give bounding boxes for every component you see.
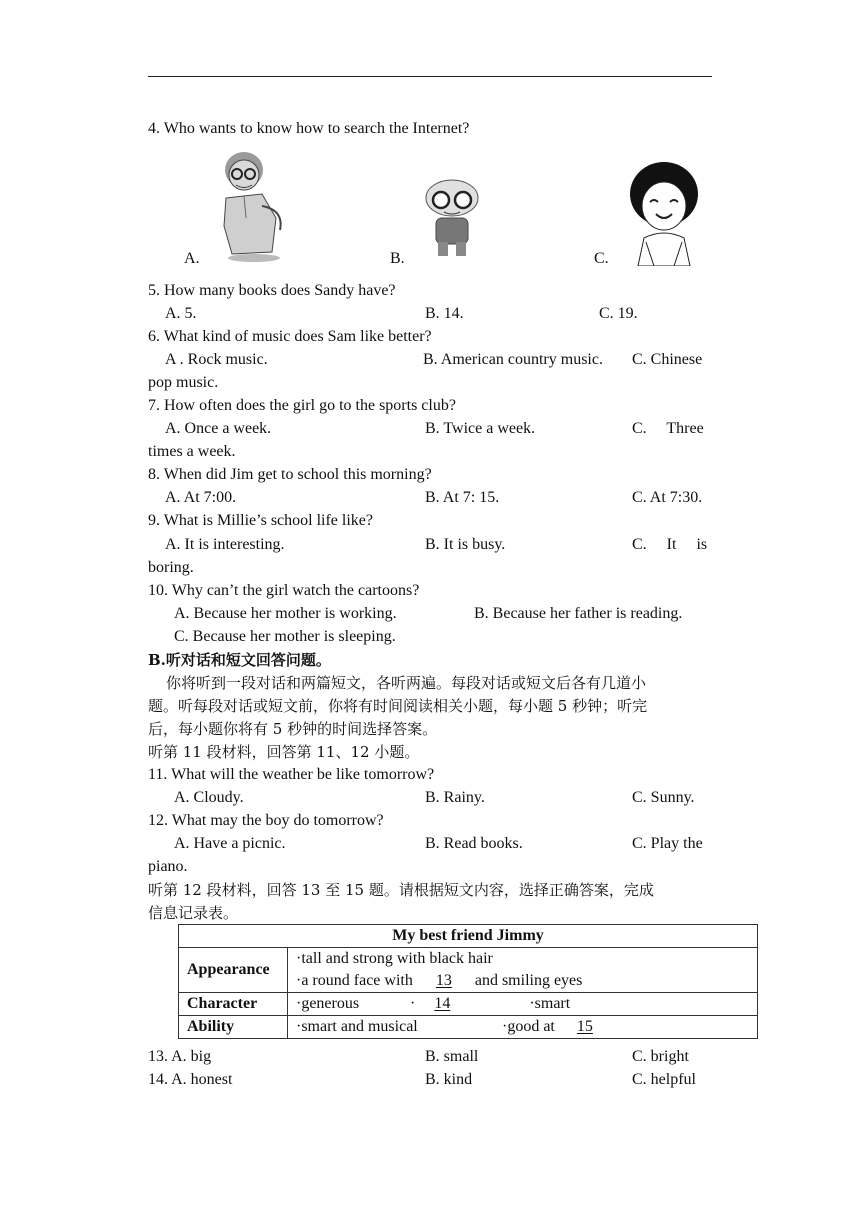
option-12c-wrap: piano. [148, 858, 188, 875]
question-10: 10. Why can’t the girl watch the cartoons? [148, 582, 420, 599]
table-row-character [179, 993, 758, 1016]
option-12a: A. Have a picnic. [174, 835, 286, 852]
table-row-ability [179, 1016, 758, 1039]
option-9b: B. It is busy. [425, 536, 506, 553]
ability-label: Ability [179, 1016, 288, 1039]
question-8: 8. When did Jim get to school this morning? [148, 466, 432, 483]
option-4a: A. [184, 250, 200, 267]
option-11b: B. Rainy. [425, 789, 485, 806]
option-7c-wrap: times a week. [148, 443, 236, 460]
character-3: ·smart [529, 995, 571, 1012]
cartoon-grandpa-icon [416, 178, 488, 260]
option-14c: C. helpful [632, 1071, 696, 1088]
material-12-note-line-1: 听第 12 段材料，回答 13 至 15 题。请根据短文内容，选择正确答案，完成 [148, 881, 654, 899]
appearance-line-2-post: and smiling eyes [474, 972, 583, 989]
option-8a: A. At 7:00. [165, 489, 237, 506]
instructions-line-1: 你将听到一段对话和两篇短文，各听两遍。每段对话或短文后各有几道小 [166, 674, 647, 692]
ability-cell [288, 1016, 758, 1039]
option-5a: A. 5. [165, 305, 197, 322]
header-rule [148, 76, 712, 77]
appearance-line-2 [296, 970, 749, 992]
option-12c: C. Play the [632, 835, 703, 852]
table-title-row [179, 925, 758, 948]
option-10a: A. Because her mother is working. [174, 605, 397, 622]
ability-2-pre: ·good at [502, 1018, 555, 1035]
option-11c: C. Sunny. [632, 789, 695, 806]
character-1: ·generous [296, 995, 360, 1012]
option-9c: C. It is [632, 536, 708, 553]
option-6c: C. Chinese [632, 351, 703, 368]
appearance-line-2-pre: ·a round face with [296, 972, 413, 989]
appearance-cell [288, 948, 758, 993]
blank-15[interactable]: 15 [576, 1018, 593, 1035]
option-6b: B. American country music. [423, 351, 603, 368]
option-8c: C. At 7:30. [632, 489, 703, 506]
option-11a: A. Cloudy. [174, 789, 244, 806]
table-row-appearance [179, 948, 758, 993]
option-9a: A. It is interesting. [165, 536, 285, 553]
old-man-with-glasses-icon [214, 148, 296, 262]
option-7a: A. Once a week. [165, 420, 272, 437]
option-5b: B. 14. [425, 305, 464, 322]
question-4: 4. Who wants to know how to search the Internet? [148, 120, 470, 137]
character-label: Character [179, 993, 288, 1016]
option-13b: B. small [425, 1048, 479, 1065]
ability-1: ·smart and musical [296, 1018, 418, 1035]
option-7c: C. Three [632, 420, 704, 437]
material-11-note: 听第 11 段材料，回答第 11、12 小题。 [148, 743, 420, 761]
question-9: 9. What is Millie’s school life like? [148, 512, 373, 529]
option-8b: B. At 7: 15. [425, 489, 500, 506]
question-6: 6. What kind of music does Sam like better? [148, 328, 432, 345]
option-12b: B. Read books. [425, 835, 523, 852]
option-14a: 14. A. honest [148, 1071, 233, 1088]
appearance-line-1: ·tall and strong with black hair [296, 950, 493, 967]
option-6c-wrap: pop music. [148, 374, 219, 391]
section-b-title: B.听对话和短文回答问题。 [148, 651, 331, 669]
character-cell [288, 993, 758, 1016]
option-4b: B. [390, 250, 405, 267]
option-10c: C. Because her mother is sleeping. [174, 628, 396, 645]
instructions-line-3: 后，每小题你将有 5 秒钟的时间选择答案。 [148, 720, 438, 738]
option-6a: A . Rock music. [165, 351, 268, 368]
option-10b: B. Because her father is reading. [474, 605, 683, 622]
blank-13[interactable]: 13 [435, 972, 452, 989]
question-11: 11. What will the weather be like tomorrow? [148, 766, 435, 783]
option-9c-wrap: boring. [148, 559, 194, 576]
character-2-pre: · [410, 995, 416, 1012]
question-7: 7. How often does the girl go to the sports club? [148, 397, 456, 414]
option-13a: 13. A. big [148, 1048, 212, 1065]
appearance-label: Appearance [179, 948, 288, 993]
material-12-note-line-2: 信息记录表。 [148, 904, 239, 922]
option-4c: C. [594, 250, 609, 267]
option-13c: C. bright [632, 1048, 689, 1065]
option-5c: C. 19. [599, 305, 638, 322]
instructions-line-2: 题。听每段对话或短文前，你将有时间阅读相关小题，每小题 5 秒钟；听完 [148, 697, 648, 715]
info-table [178, 924, 758, 1039]
question-12: 12. What may the boy do tomorrow? [148, 812, 384, 829]
option-14b: B. kind [425, 1071, 473, 1088]
option-7b: B. Twice a week. [425, 420, 536, 437]
question-5: 5. How many books does Sandy have? [148, 282, 396, 299]
table-title: My best friend Jimmy [179, 925, 758, 948]
smiling-woman-icon [628, 162, 700, 266]
blank-14[interactable]: 14 [434, 995, 451, 1012]
